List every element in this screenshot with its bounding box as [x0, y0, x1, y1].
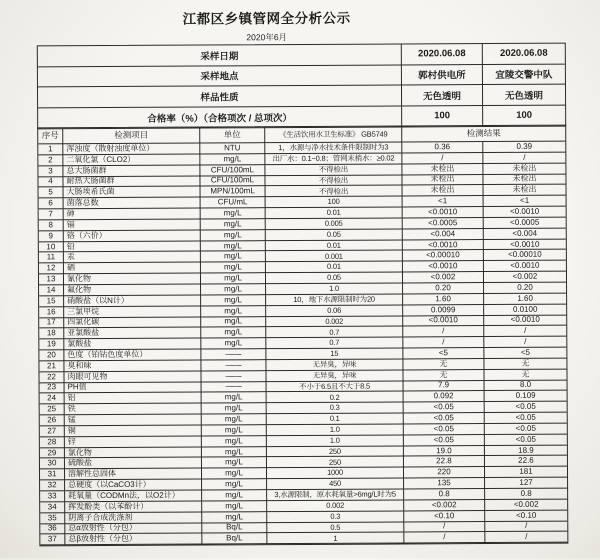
cell-result-2: 未检出 [484, 185, 566, 196]
cell-item: 耗氧量（CODMn法，以O2计） [65, 491, 202, 503]
cell-standard: 0.01 [266, 208, 403, 220]
cell-unit: mg/L [201, 328, 266, 339]
cell-item: 氯酸盐 [64, 339, 201, 351]
cell-result-2: <0.0005 [484, 218, 566, 229]
cell-no: 24 [40, 394, 65, 405]
cell-no: 37 [40, 535, 65, 546]
cell-item: 铬（六价） [64, 230, 201, 242]
sample-info-table [37, 43, 566, 130]
cell-item: 挥发酚类（以苯酚计） [65, 501, 202, 513]
cell-result-2: / [485, 532, 567, 543]
cell-item: 肉眼可见物 [64, 371, 201, 383]
cell-item: 浑浊度（散射浊度单位） [63, 144, 200, 156]
cell-standard: 250 [267, 457, 404, 469]
cell-item: 锰 [65, 415, 202, 427]
cell-standard: 1.0 [267, 435, 404, 447]
cell-result-2: <0.05 [485, 413, 567, 424]
cell-result-1: 7.9 [404, 381, 485, 392]
cell-result-2: <0.002 [485, 499, 567, 510]
cell-result-1: <5 [403, 348, 484, 359]
cell-unit: mg/L [202, 512, 267, 523]
cell-standard: 0.01 [266, 262, 403, 274]
cell-unit: mg/L [201, 219, 266, 230]
cell-result-2: 未检出 [483, 163, 565, 174]
cell-result-2: <0.0010 [484, 261, 566, 272]
cell-item: 硒 [64, 263, 201, 275]
cell-standard: 0.005 [266, 218, 403, 230]
cell-result-2: <0.0010 [484, 315, 566, 326]
cell-result-1: / [404, 522, 485, 533]
cell-result-2: <0.0010 [484, 207, 566, 218]
cell-unit: MPN/100mL [201, 187, 266, 198]
cell-item: 铁 [65, 404, 202, 416]
cell-result-1: <0.0010 [403, 316, 484, 327]
cell-item: 铅 [64, 241, 201, 253]
cell-item: 亚氯酸盐 [64, 328, 201, 340]
cell-no: 35 [40, 513, 65, 524]
cell-standard: 出厂水：0.1~0.8；管网末梢水：≥0.02 [265, 153, 402, 165]
cell-standard: 不得检出 [265, 175, 402, 187]
cell-item: 臭和味 [64, 360, 201, 372]
cell-result-1: 0.092 [404, 391, 485, 402]
cell-unit: NTU [200, 143, 265, 154]
cell-unit: mg/L [201, 317, 266, 328]
cell-no: 19 [39, 339, 64, 350]
cell-result-2: 0.39 [483, 142, 565, 153]
cell-standard: 0.06 [266, 305, 403, 317]
cell-no: 32 [40, 480, 65, 491]
cell-no: 27 [40, 426, 65, 437]
cell-unit: Bq/L [202, 534, 267, 545]
cell-result-2: 0.0100 [484, 304, 566, 315]
cell-item: 铜 [65, 425, 202, 437]
info-row-value-1: 2020.06.08 [402, 44, 483, 65]
cell-standard: 1 [267, 533, 404, 545]
cell-result-2: 181 [485, 467, 567, 478]
cell-unit: mg/L [201, 284, 266, 295]
cell-standard: 不得检出 [266, 186, 403, 198]
cell-item: PH值 [65, 382, 202, 394]
cell-item: 耐热大肠菌群 [63, 176, 200, 188]
cell-standard: 1000 [267, 468, 404, 480]
cell-result-1: / [403, 337, 484, 348]
info-row-label: 采样地点 [38, 65, 402, 87]
cell-item: 阴离子合成洗涤剂 [65, 512, 202, 524]
cell-item: 总硬度（以CaCO3计） [65, 480, 202, 492]
cell-unit: mg/L [202, 501, 267, 512]
cell-standard: 不得检出 [265, 164, 402, 176]
info-row-value-1: 100 [402, 106, 483, 127]
cell-result-1: <0.05 [404, 435, 485, 446]
cell-standard: 不小于6.5且不大于8.5 [267, 381, 404, 393]
cell-no: 33 [40, 491, 65, 502]
cell-result-2: 无 [484, 369, 566, 380]
info-row-value-2: 2020.06.08 [483, 44, 565, 65]
cell-no: 2 [38, 155, 63, 166]
cell-item: 锌 [65, 436, 202, 448]
cell-item: 铝 [65, 393, 202, 405]
cell-item: 大肠埃希氏菌 [64, 187, 201, 199]
cell-standard: 0.1 [267, 414, 404, 426]
cell-standard: 0.3 [267, 511, 404, 523]
cell-standard: 0.001 [266, 251, 403, 263]
cell-standard: 无异臭，异味 [266, 370, 403, 382]
col-header-no: 序号 [38, 128, 63, 144]
cell-result-2: / [485, 521, 567, 532]
cell-result-2: 8.0 [485, 380, 567, 391]
analysis-results-table [37, 125, 568, 547]
cell-result-1: <0.10 [404, 511, 485, 522]
cell-result-1: / [404, 532, 485, 543]
cell-result-1: / [402, 153, 483, 164]
cell-unit: —— [201, 371, 266, 382]
cell-no: 15 [39, 296, 64, 307]
info-row-value-1: 无色透明 [402, 85, 483, 106]
info-row-value-1: 郭村供电所 [402, 65, 483, 86]
cell-result-1: <0.05 [404, 402, 485, 413]
cell-result-1: <0.0010 [403, 261, 484, 272]
page-title: 江都区乡镇管网全分析公示 [182, 10, 351, 27]
cell-unit: mg/L [201, 273, 266, 284]
cell-item: 总大肠菌群 [63, 165, 200, 177]
cell-no: 21 [39, 361, 64, 372]
cell-result-1: <0.0010 [403, 207, 484, 218]
cell-unit: mg/L [201, 262, 266, 273]
cell-item: 二氧化氯（CLO2） [63, 154, 200, 166]
info-row-value-2: 宜陵交警中队 [483, 64, 565, 85]
cell-no: 14 [39, 285, 64, 296]
cell-unit: mg/L [202, 414, 267, 425]
cell-unit: mg/L [201, 295, 266, 306]
cell-result-2: <0.0010 [484, 239, 566, 250]
cell-no: 18 [39, 329, 64, 340]
cell-item: 硫酸盐 [65, 458, 202, 470]
cell-no: 11 [39, 253, 64, 264]
cell-standard: 0.002 [267, 500, 404, 512]
cell-standard: 0.5 [267, 522, 404, 534]
cell-unit: mg/L [202, 403, 267, 414]
cell-no: 26 [40, 415, 65, 426]
cell-no: 17 [39, 318, 64, 329]
cell-result-1: <0.004 [403, 229, 484, 240]
cell-standard: 0.05 [266, 229, 403, 241]
cell-no: 7 [39, 209, 64, 220]
cell-item: 总α放射性（分包） [65, 523, 202, 535]
cell-no: 4 [38, 177, 63, 188]
col-header-standard: 《生活饮用水卫生标准》 GB5749 [265, 126, 402, 143]
cell-standard: 0.01 [266, 240, 403, 252]
cell-result-1: <0.05 [404, 424, 485, 435]
cell-result-2: <0.05 [485, 402, 567, 413]
cell-unit: mg/L [201, 338, 266, 349]
cell-no: 6 [39, 198, 64, 209]
cell-no: 13 [39, 274, 64, 285]
cell-result-1: 未检出 [403, 185, 484, 196]
cell-item: 汞 [64, 252, 201, 264]
cell-no: 10 [39, 242, 64, 253]
cell-result-2: 1.60 [484, 293, 566, 304]
cell-result-1: <0.05 [404, 413, 485, 424]
cell-item: 溶解性总固体 [65, 469, 202, 481]
cell-result-2: <0.004 [484, 228, 566, 239]
cell-item: 菌落总数 [64, 198, 201, 210]
cell-result-1: <0.0005 [403, 218, 484, 229]
cell-unit: CFU/100mL [200, 176, 265, 187]
cell-no: 22 [39, 372, 64, 383]
cell-item: 硝酸盐（以N计） [64, 295, 201, 307]
cell-standard: 0.7 [266, 338, 403, 350]
cell-unit: —— [202, 382, 267, 393]
cell-no: 30 [40, 459, 65, 470]
cell-result-2: 0.109 [485, 391, 567, 402]
cell-unit: —— [201, 360, 266, 371]
cell-item: 三氯甲烷 [64, 306, 201, 318]
cell-unit: mg/L [200, 154, 265, 165]
cell-standard: 1.0 [267, 424, 404, 436]
cell-result-1: 135 [404, 478, 485, 489]
cell-no: 12 [39, 264, 64, 275]
cell-result-2: / [484, 326, 566, 337]
cell-result-1: 22.8 [404, 457, 485, 468]
cell-standard: 100 [266, 197, 403, 209]
cell-result-2: <0.00010 [484, 250, 566, 261]
cell-result-1: <0.00010 [403, 250, 484, 261]
cell-unit: mg/L [201, 208, 266, 219]
cell-no: 34 [40, 502, 65, 513]
cell-no: 20 [39, 350, 64, 361]
cell-result-2: / [483, 152, 565, 163]
cell-result-1: <1 [403, 196, 484, 207]
cell-no: 36 [40, 524, 65, 535]
cell-unit: mg/L [202, 468, 267, 479]
cell-unit: mg/L [202, 436, 267, 447]
cell-result-2: <1 [484, 196, 566, 207]
cell-no: 29 [40, 448, 65, 459]
info-row-value-2: 无色透明 [483, 85, 565, 106]
cell-result-1: <0.002 [403, 272, 484, 283]
cell-result-1: 0.8 [404, 489, 485, 500]
cell-standard: 15 [266, 348, 403, 360]
cell-result-2: 0.20 [484, 283, 566, 294]
cell-result-1: 未检出 [402, 164, 483, 175]
cell-result-1: / [403, 326, 484, 337]
cell-unit: CFU/mL [201, 197, 266, 208]
cell-result-2: <0.05 [485, 424, 567, 435]
cell-result-2: 127 [485, 478, 567, 489]
cell-item: 镉 [64, 219, 201, 231]
cell-result-2: / [484, 337, 566, 348]
cell-result-2: <0.002 [484, 272, 566, 283]
cell-unit: mg/L [202, 447, 267, 458]
cell-unit: Bq/L [202, 523, 267, 534]
col-header-result: 检测结果 [402, 126, 565, 143]
cell-result-1: <0.0010 [403, 240, 484, 251]
cell-standard: 0.7 [266, 327, 403, 339]
cell-result-1: 无 [403, 370, 484, 381]
cell-result-2: 无 [484, 358, 566, 369]
cell-result-1: 220 [404, 467, 485, 478]
page-subtitle: 2020年6月 [246, 32, 288, 43]
cell-unit: mg/L [202, 458, 267, 469]
cell-result-2: 0.8 [485, 489, 567, 500]
cell-standard: 450 [267, 479, 404, 491]
cell-standard: 250 [267, 446, 404, 458]
cell-result-2: <0.10 [485, 510, 567, 521]
cell-result-1: <0.002 [404, 500, 485, 511]
cell-unit: mg/L [202, 393, 267, 404]
info-row-value-2: 100 [516, 110, 533, 122]
cell-no: 16 [39, 307, 64, 318]
cell-result-1: 0.0099 [403, 305, 484, 316]
info-row-label: 合格率（%）（合格项次 / 总项次） [38, 106, 402, 128]
cell-no: 1 [38, 144, 63, 155]
col-header-unit: 单位 [200, 127, 265, 143]
cell-no: 9 [39, 231, 64, 242]
cell-result-2: 22.6 [485, 456, 567, 467]
cell-no: 28 [40, 437, 65, 448]
cell-no: 23 [40, 383, 65, 394]
cell-result-1: 无 [403, 359, 484, 370]
cell-item: 四氯化碳 [64, 317, 201, 329]
cell-standard: 0.3 [267, 403, 404, 415]
cell-result-2: 未检出 [483, 174, 565, 185]
cell-unit: —— [201, 349, 266, 360]
cell-unit: mg/L [201, 230, 266, 241]
cell-item: 氯化物 [65, 447, 202, 459]
cell-unit: CFU/100mL [200, 165, 265, 176]
cell-no: 5 [39, 188, 64, 199]
cell-standard: 0.002 [266, 316, 403, 328]
cell-standard: 无异臭，异味 [266, 359, 403, 371]
info-row-label: 采样日期 [38, 44, 402, 66]
cell-no: 25 [40, 404, 65, 415]
cell-result-1: 0.36 [402, 142, 483, 153]
cell-item: 氰化物 [64, 274, 201, 286]
cell-no: 3 [38, 166, 63, 177]
cell-unit: mg/L [202, 425, 267, 436]
cell-standard: 0.05 [266, 273, 403, 285]
cell-result-1: 1.60 [403, 294, 484, 305]
cell-item: 总β放射性（分包） [65, 534, 202, 546]
cell-item: 砷 [64, 209, 201, 221]
cell-result-1: 未检出 [402, 175, 483, 186]
cell-result-2: <0.05 [485, 434, 567, 445]
cell-unit: mg/L [202, 490, 267, 501]
cell-item: 氟化物 [64, 284, 201, 296]
cell-unit: mg/L [202, 479, 267, 490]
cell-result-1: 0.20 [403, 283, 484, 294]
cell-result-2: <5 [484, 348, 566, 359]
cell-standard: 1.0 [266, 283, 403, 295]
cell-standard: 0.2 [267, 392, 404, 404]
cell-standard: 3,水源限制，原水耗氧量>6mg/L时为5 [267, 489, 404, 501]
cell-unit: mg/L [201, 241, 266, 252]
cell-item: 色度（铂钴色度单位） [64, 350, 201, 362]
cell-standard: 10，地下水源限制时为20 [266, 294, 403, 306]
cell-no: 8 [39, 220, 64, 231]
cell-unit: mg/L [201, 306, 266, 317]
cell-standard: 1，水源与净水技术条件限制时为3 [265, 142, 402, 154]
cell-no: 31 [40, 470, 65, 481]
cell-unit: mg/L [201, 252, 266, 263]
info-row-label: 样品性质 [38, 85, 402, 107]
cell-result-2: 18.9 [485, 445, 567, 456]
cell-result-1: 19.0 [404, 446, 485, 457]
col-header-item: 检测项目 [63, 128, 200, 145]
